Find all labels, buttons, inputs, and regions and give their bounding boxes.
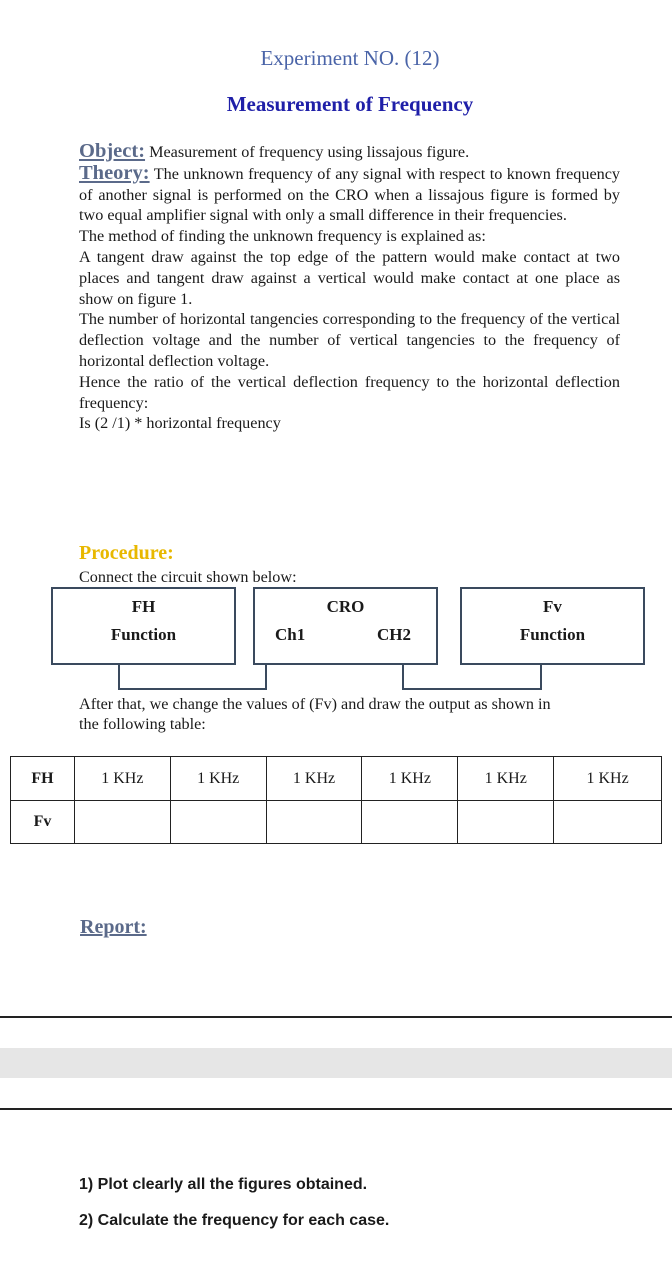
table-cell: 1 KHz — [266, 757, 362, 801]
divider — [0, 1108, 672, 1110]
page-gap — [0, 1048, 672, 1078]
table-cell — [362, 801, 458, 844]
experiment-number: Experiment NO. (12) — [260, 46, 440, 70]
fv-function-label: Function — [519, 625, 586, 644]
ch2-label: CH2 — [377, 625, 411, 644]
table-cell — [266, 801, 362, 844]
table-row — [11, 801, 662, 844]
theory-ratio: Hence the ratio of the vertical deflection frequency to the horizontal deflection frequency: — [79, 372, 620, 412]
procedure-connect: Connect the circuit shown below: — [79, 568, 297, 586]
theory-section — [79, 141, 620, 434]
results-table — [10, 756, 662, 844]
cro-box — [253, 587, 438, 665]
table-cell: 1 KHz — [74, 757, 170, 801]
row-label-fv: Fv — [11, 801, 75, 844]
theory-tangencies: The number of horizontal tangencies corresponding to the frequency of the vertical deflection voltage and the number of vertical tangencies to the frequency of horizontal deflection voltage. — [79, 310, 620, 370]
object-label: Object: — [79, 140, 146, 162]
table-cell — [170, 801, 266, 844]
fh-function-label: Function — [110, 625, 177, 644]
fv-label: Fv — [543, 597, 562, 616]
fh-function-box — [51, 587, 236, 665]
table-cell: 1 KHz — [170, 757, 266, 801]
ch1-label: Ch1 — [275, 625, 306, 644]
page-title: Measurement of Frequency — [226, 92, 474, 116]
procedure-after: After that, we change the values of (Fv) and draw the output as shown in the following table: — [79, 695, 551, 733]
table-cell: 1 KHz — [458, 757, 554, 801]
theory-method: The method of finding the unknown frequency is explained as: — [79, 227, 486, 246]
cro-label: CRO — [326, 597, 365, 616]
object-paragraph — [79, 141, 620, 163]
theory-tangent: A tangent draw against the top edge of the pattern would make contact at two places and tangent draw against a vertical would make contact at one place as show on figure 1. — [79, 247, 620, 308]
fv-function-box — [460, 587, 645, 665]
procedure-label: Procedure: — [79, 542, 174, 564]
table-cell — [74, 801, 170, 844]
report-label: Report: — [80, 916, 147, 938]
report-item: 2) Calculate the frequency for each case. — [79, 1212, 390, 1229]
theory-paragraph — [79, 163, 620, 226]
row-label-fh: FH — [11, 757, 75, 801]
theory-formula: Is (2 /1) * horizontal frequency — [79, 414, 281, 433]
report-item: 1) Plot clearly all the figures obtained. — [79, 1176, 368, 1193]
divider — [0, 1016, 672, 1018]
theory-label: Theory: — [79, 161, 150, 184]
table-row — [11, 757, 662, 801]
fh-label: FH — [131, 597, 156, 616]
object-text: Measurement of frequency using lissajous figure. — [145, 143, 470, 161]
theory-text: The unknown frequency of any signal with respect to known frequency of another signal is performed on the CRO when a lissajous figure is formed by two equal amplifier signal with only a small difference in their frequencies. — [79, 164, 620, 225]
table-cell: 1 KHz — [362, 757, 458, 801]
table-cell — [458, 801, 554, 844]
table-cell — [554, 801, 662, 844]
table-cell: 1 KHz — [554, 757, 662, 801]
